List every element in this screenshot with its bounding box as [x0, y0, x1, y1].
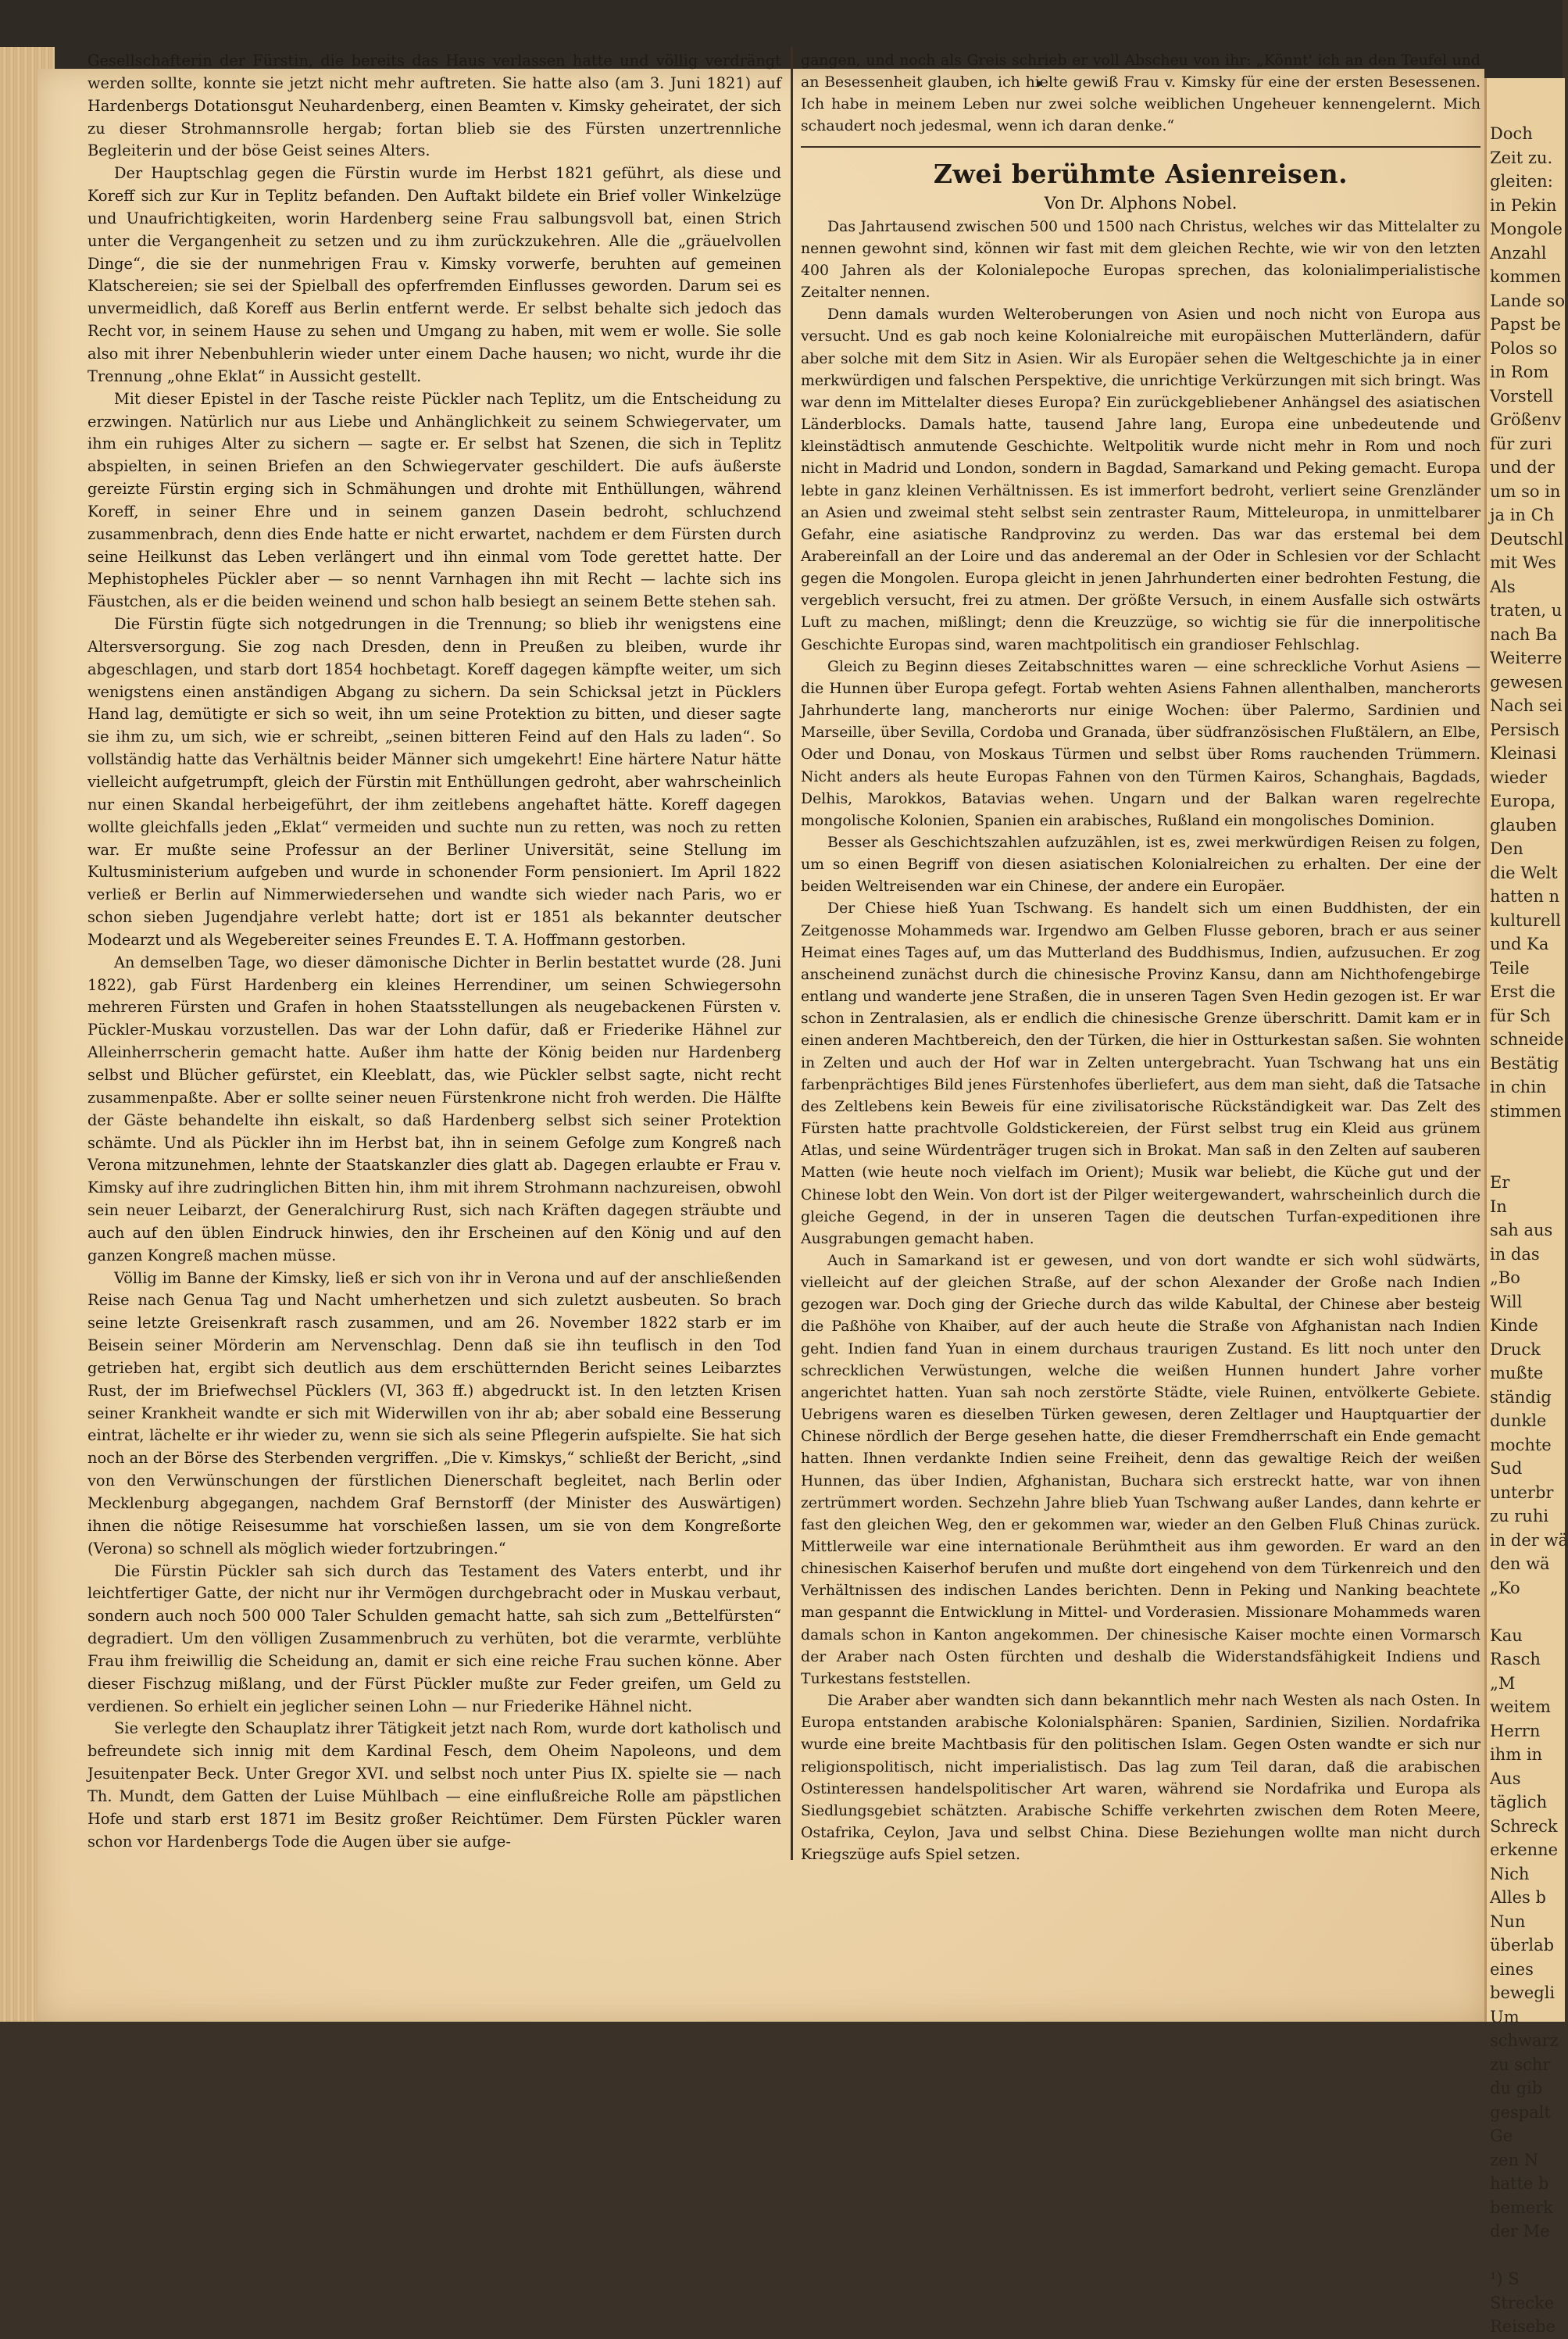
adjacent-page-line: Weiterre: [1490, 649, 1563, 667]
adjacent-page-line: bewegli: [1490, 1983, 1555, 2002]
adjacent-page-line: Lande so: [1490, 291, 1565, 310]
adjacent-page-line: Rasch: [1490, 1650, 1541, 1668]
adjacent-page-line: mit Wes: [1490, 553, 1556, 572]
adjacent-page-line: hatte b: [1490, 2174, 1549, 2193]
adjacent-page-line: in Pekin: [1490, 195, 1557, 215]
adjacent-page-line: in chin: [1490, 1078, 1547, 1096]
adjacent-page-line: die Welt: [1490, 863, 1558, 882]
adjacent-page-line: du gib: [1490, 2079, 1543, 2098]
adjacent-page-line: um so in: [1490, 481, 1561, 501]
adjacent-page-line: kulturell: [1490, 910, 1561, 930]
adjacent-page-line: glauben: [1490, 815, 1557, 835]
adjacent-page-line: der Me: [1490, 2222, 1550, 2241]
article-paragraph: Denn damals wurden Welteroberungen von Asien und noch nicht von Europa aus versucht. Und es gab noch keine Kolonialreiche mit europäischen Mutterländern, dafür aber solche mit dem Sitz in Asien. Wir als Europäer sehen die Weltgeschichte ja in einer merkwürdigen und falschen Perspektive, die unrichtige Verkürzungen mit sich bringt. Was war denn im Mittelalter dieses Europa? Ein zurückgebliebener Anhängsel des asiatischen Länderblocks. Damals hatte, tausend Jahre lang, Europa eine unbedeutende und kleinstädtisch anmutende Geschichte. Weltpolitik wurde nicht mehr in Rom und noch nicht in Madrid und London, sondern in Bagdad, Samarkand und Peking gemacht. Europa lebte in ganz kleinen Verhältnissen. Es ist immerfort bedroht, verliert seine Grenzländer an Asien und zweimal steht selbst sein zentraster Raum, Mitteleuropa, in unmittelbarer Gefahr, eine asiatische Randprovinz zu werden. Das war das erstemal bei dem Arabereinfall an der Loire und das anderemal an der Oder in Schlesien vor der Schlacht gegen die Mongolen. Europa gleicht in jenen Jahrhunderten einer bedrohten Festung, die vergeblich versucht, frei zu atmen. Der größte Versuch, in einem Ausfalle sich ostwärts Luft zu machen, mißlingt; denn die Kreuzzüge, so wichtig sie für die innerpolitische Geschichte Europas sind, waren machtpolitisch ein grandioser Fehlschlag.: [801, 306, 1480, 653]
adjacent-page-line: Nach sei: [1490, 696, 1563, 715]
adjacent-page-line: Polos so: [1490, 338, 1558, 358]
adjacent-page-line: „Bo: [1490, 1268, 1520, 1287]
adjacent-page-line: Als: [1490, 577, 1516, 596]
adjacent-page-line: überlab: [1490, 1936, 1555, 1955]
adjacent-page-line: Bestätig: [1490, 1053, 1559, 1073]
adjacent-page-line: Um: [1490, 2007, 1520, 2026]
article-paragraph: Auch in Samarkand ist er gewesen, und von dort wandte er sich wohl südwärts, vielleicht auf der gleichen Straße, auf der schon Alexander der Große nach Indien gezogen war. Doch ging der Grieche durch das wilde Kabultal, der Chinese aber besteig die Paßhöhe von Khaiber, auf der auch heute die Straße von Afghanistan nach Indien geht. Indien fand Yuan in einem durchaus traurigen Zustand. Es litt noch unter den schrecklichen Verwüstungen, welche die weißen Hunnen hundert Jahre vorher angerichtet hatten. Yuan sah noch zerstörte Städte, viele Ruinen, entvölkerte Gebiete. Uebrigens waren es dieselben Türken gewesen, deren Zeltlager und Hauptquartier der Chinese nördlich der Berge gesehen hatte, die dieser Fremdherrschaft ein Ende gemacht hatten. Ihnen verdankte Indien seine Freiheit, denn das gewaltige Reich der weißen Hunnen, das über Indien, Afghanistan, Buchara sich erstreckt hatte, war von ihnen zertrümmert worden. Sechzehn Jahre blieb Yuan Tschwang außer Landes, dann kehrte er fast den gleichen Weg, den er gekommen war, wieder an den Gelben Fluß Chinas zurück. Mittlerweile war eine internationale Berühmtheit aus ihm geworden. Er ward an den chinesischen Kaiserhof berufen und mußte dort eingehend von dem Türkenreich und den Verhältnissen des indischen Landes berichten. Denn in Peking und Nanking beachtete man gespannt die Entwicklung in Mittel- und Vorderasien. Missionare Mohammeds waren damals schon in Kanton angekommen. Der chinesische Kaiser mochte einen Vormarsch der Araber nach Osten fürchten und deshalb die Widerstandsfähigkeit Indiens und Turkestans feststellen.: [801, 1252, 1480, 1687]
adjacent-page-line: Anzahl: [1490, 243, 1547, 263]
adjacent-page-line: „Ko: [1490, 1578, 1520, 1597]
adjacent-page-line: Den: [1490, 839, 1523, 858]
adjacent-page-line: mußte: [1490, 1364, 1544, 1382]
adjacent-page-line: Er: [1490, 1173, 1510, 1192]
adjacent-page-line: ¹) S: [1490, 2269, 1520, 2288]
adjacent-page-line: Schreck: [1490, 1816, 1558, 1836]
article-separator: [801, 146, 1480, 148]
adjacent-page-line: und der: [1490, 458, 1555, 477]
adjacent-page-line: bemerk: [1490, 2198, 1553, 2217]
adjacent-page-line: Kau: [1490, 1625, 1523, 1645]
adjacent-page-line: Strecke: [1490, 2293, 1555, 2312]
adjacent-page-line: Größenv: [1490, 410, 1562, 429]
adjacent-page-line: ständig: [1490, 1387, 1552, 1407]
left-paragraph: Der Hauptschlag gegen die Fürstin wurde im Herbst 1821 geführt, als diese und Koreff sich zur Kur in Teplitz befanden. Den Auftakt bildete ein Brief voller Winkelzüge und Unaufrichtigkeiten, worin Hardenberg seine Frau salbungsvoll bat, einen Strich unter die Vergangenheit zu setzen und zu ihm zurückzukehren. Alle die „gräuelvollen Dinge“, die sie der nunmehrigen Frau v. Kimsky vorwerfe, beruhten auf gemeinen Klatschereien; sie sei der Spielball des opferfremden Einflusses geworden. Darum sei es unvermeidlich, daß Koreff aus Berlin entfernt werde. Er selbst behalte sich jedoch das Recht vor, in seinem Hause zu sehen und Umgang zu haben, mit wem er wolle. Sie solle also mit ihrer Nebenbuhlerin wieder unter einem Dache hausen; wo nicht, wurde ihr die Trennung „ohne Eklat“ in Aussicht gestellt.: [88, 164, 781, 385]
adjacent-page-line: erkenne: [1490, 1840, 1559, 1859]
left-paragraph: Die Fürstin Pückler sah sich durch das Testament des Vaters enterbt, und ihr leichtfertiger Gatte, der nicht nur ihr Vermögen durchgebracht oder in Muskau verbaut, sondern auch noch 500 000 Taler Schulden gemacht hatte, sah sich zum „Bettelfürsten“ degradiert. Um den völligen Zusammenbruch zu verhüten, bot die verarmte, verblühte Frau ihm freiwillig die Scheidung an, damit er sich eine reiche Frau suchen könne. Aber dieser Fischzug mißlang, und der Fürst Pückler mußte zur Feder greifen, um Geld zu verdienen. So erhielt ein jeglicher seinen Lohn — nur Friederike Hähnel nicht.: [88, 1561, 781, 1715]
article-title: Zwei berühmte Asienreisen.: [933, 158, 1348, 189]
adjacent-page-line: Will: [1490, 1292, 1523, 1311]
left-paragraph: Gesellschafterin der Fürstin, die bereits das Haus verlassen hatte und völlig verdrängt werden sollte, konnte sie jetzt nicht mehr auftreten. Sie hatte also (am 3. Juni 1821) auf Hardenbergs Dotationsgut Neuhardenberg, einen Beamten v. Kimsky geheiratet, der sich zu dieser Strohmannsrolle hergab; fortan blieb sie des Fürsten unzertrennliche Begleiterin und der böse Geist seines Alters.: [88, 52, 781, 160]
adjacent-page-line: Teile: [1490, 958, 1530, 978]
adjacent-page-line: Sud: [1490, 1459, 1523, 1478]
adjacent-page-line: für zuri: [1490, 434, 1552, 453]
adjacent-page-line: den wä: [1490, 1554, 1550, 1573]
left-paragraph: Mit dieser Epistel in der Tasche reiste Pückler nach Teplitz, um die Entscheidung zu erzwingen. Natürlich nur aus Liebe und Anhänglichkeit zu seinem Schwiegervater, um ihm ein ruhiges Alter zu sichern — sagte er. Er selbst hat Szenen, die sich in Teplitz abspielten, in seinen Briefen an den Schwiegervater geschildert. Die aufs äußerste gereizte Fürstin erging sich in Schmähungen und drohte mit Enthüllungen, während Koreff, in seiner Ehre und in seinem ganzen Dasein bedroht, schluchzend zusammenbrach, denn dies Ende hatte er nicht erwartet, nachdem er dem Fürsten durch seine Heilkunst das Leben verlängert und ihn einmal vom Tode gerettet hatte. Der Mephistopheles Pückler aber — so nennt Varnhagen ihn mit Recht — lachte sich ins Fäustchen, als er die beiden weinend und schon halb besiegt an seinem Bette stehen sah.: [88, 389, 781, 611]
adjacent-page-line: Erst die: [1490, 982, 1555, 1001]
adjacent-page-line: täglich: [1490, 1793, 1548, 1811]
article-byline: Von Dr. Alphons Nobel.: [1044, 193, 1238, 213]
adjacent-page-line: Nich: [1490, 1864, 1530, 1883]
adjacent-page-line: zu ruhi: [1490, 1507, 1549, 1525]
adjacent-page-line: Persisch: [1490, 720, 1560, 739]
adjacent-page-line: [1487, 1147, 1565, 1171]
adjacent-page-line: stimmen: [1490, 1101, 1562, 1121]
adjacent-page-line: gewesen: [1490, 672, 1563, 692]
adjacent-page-fragment: [1484, 78, 1568, 2336]
adjacent-page-line: Alles b: [1490, 1888, 1546, 1907]
continuation-paragraph: gangen, und noch als Greis schrieb er voll Abscheu von ihr: „Könnt' ich an den Teufel und an Besessenheit glauben, ich hielte gewiß Frau v. Kimsky für eine der ersten Besessenen. Ich habe in meinem Leben nur zwei solche weiblichen Ungeheuer kennengelernt. Mich schaudert noch jedesmal, wenn ich daran denke.“: [801, 52, 1480, 135]
adjacent-page-line: gleiten:: [1490, 172, 1553, 191]
adjacent-page-line: unterbr: [1490, 1482, 1554, 1502]
adjacent-page-line: Vorstell: [1490, 386, 1553, 406]
adjacent-page-line: ja in Ch: [1490, 506, 1555, 524]
left-paragraph: Die Fürstin fügte sich notgedrungen in die Trennung; so blieb ihr wenigstens eine Altersversorgung. Sie zog nach Dresden, denn in Preußen zu bleiben, wurde ihr abgeschlagen, und starb dort 1854 hochbetagt. Koreff dagegen kämpfte weiter, um sich wenigstens einen anständigen Abgang zu sichern. Da sein Schicksal jetzt in Pücklers Hand lag, demütigte er sich so weit, ihn um seine Protektion zu bitten, und dieser sagte sie ihm zu, um sich, wie er schreibt, „seinen bitteren Feind auf den Hals zu laden“. So vollständig hatte das Verhältnis beider Männer sich umgekehrt! Eine härtere Natur hätte vielleicht aufgetrumpft, gleich der Fürstin mit Enthüllungen gedroht, aber wahrscheinlich nur einen Skandal herbeigeführt, der ihm zeitlebens angehaftet hätte. Koreff dagegen wollte gleichfalls jeden „Eklat“ vermeiden und suchte nun zu retten, was noch zu retten war. Er mußte seine Professur an der Berliner Universität, seine Stellung im Kultusministerium aufgeben und wurde in schonender Form pensioniert. Im April 1822 verließ er Berlin auf Nimmerwiedersehen und wandte sich wieder nach Paris, wo er schon sieben Jugendjahre verlebt hatte; dort ist er 1851 als bekannter deutscher Modearzt und als Wegebereiter seines Freundes E. T. A. Hoffmann gestorben.: [88, 615, 781, 949]
adjacent-page-line: Papst be: [1490, 315, 1561, 334]
adjacent-page-line: Kleinasi: [1490, 744, 1557, 763]
article-paragraph: Besser als Geschichtszahlen aufzuzählen, ist es, zwei merkwürdigen Reisen zu folgen, um so einen Begriff von diesen asiatischen Kolonialreichen zu erhalten. Der eine der beiden Weltreisenden war ein Chinese, der andere ein Europäer.: [801, 835, 1480, 896]
adjacent-page-line: zu schr: [1490, 2055, 1551, 2074]
adjacent-page-line: Nun: [1490, 1912, 1526, 1931]
column-divider: [791, 47, 793, 1860]
adjacent-page-line: Aus: [1490, 1769, 1521, 1788]
adjacent-page-line: zen N: [1490, 2150, 1539, 2169]
adjacent-page-line: hatten n: [1490, 887, 1560, 906]
adjacent-page-line: traten, u: [1490, 601, 1563, 620]
adjacent-page-line: wieder: [1490, 767, 1548, 787]
adjacent-page-line: für Sch: [1490, 1006, 1551, 1025]
adjacent-page-line: nach Ba: [1490, 624, 1557, 644]
adjacent-page-line: in Rom: [1490, 363, 1549, 381]
adjacent-page-line: Kinde: [1490, 1316, 1538, 1335]
adjacent-page-line: schneide: [1490, 1030, 1564, 1049]
right-column: [801, 50, 1480, 1866]
adjacent-page-line: sah aus: [1490, 1221, 1553, 1239]
adjacent-page-line: in das: [1490, 1244, 1540, 1264]
adjacent-page-line: in der wä: [1490, 1530, 1568, 1550]
left-paragraph: An demselben Tage, wo dieser dämonische Dichter in Berlin bestattet wurde (28. Juni 1822), gab Fürst Hardenberg ein kleines Herrendiner, um seinen Schwiegersohn mehreren Fürsten und Grafen in hohen Staatsstellungen als neugebackenen Fürsten v. Pückler-Muskau vorzustellen. Das war der Lohn dafür, daß er Friederike Hähnel zur Alleinherrscherin gemacht hatte. Außer ihm hatte der König beiden nur Hardenberg selbst und Blücher gefürstet, ein Kleeblatt, das, wie Pückler selbst sagte, nicht recht zusammenpaßte. Aber er sollte seiner neuen Fürstenkrone nicht froh werden. Die Hälfte der Gäste behandelte ihn eiskalt, so daß Hardenberg selbst sich seiner Protektion schämte. Und als Pückler ihn im Herbst bat, ihn in seinem Gefolge zum Kongreß nach Verona mitzunehmen, lehnte der Staatskanzler dies glatt ab. Dagegen erlaubte er Frau v. Kimsky auf ihre zudringlichen Bitten hin, ihm mit ihrem Strohmann nachzureisen, obwohl sein neuer Leibarzt, der Generalchirurg Rust, sich nach Kräften dagegen sträubte und auch auf den üblen Eindruck hinwies, den ihr Erscheinen auf den König und auf den ganzen Kongreß machen müsse.: [88, 953, 781, 1264]
adjacent-page-line: Doch: [1490, 124, 1533, 143]
adjacent-page-line: [1487, 1600, 1565, 1624]
adjacent-page-line: kommen: [1490, 267, 1562, 286]
adjacent-page-line: mochte: [1490, 1435, 1552, 1454]
adjacent-page-line: Herrn: [1490, 1721, 1541, 1740]
left-paragraph: Völlig im Banne der Kimsky, ließ er sich von ihr in Verona und auf der anschließenden Reise nach Genua Tag und Nacht umherhetzen und sich zuletzt ausbeuten. So brach seine letzte Greisenkraft rasch zusammen, und am 26. November 1822 starb er im Beisein seiner Mörderin am Nervenschlag. Denn daß sie ihn teuflisch in den Tod getrieben hat, ergibt sich deutlich aus dem erschütternden Bericht seines Leibarztes Rust, der im Briefwechsel Pücklers (VI, 363 ff.) abgedruckt ist. In den letzten Krisen seiner Krankheit wandte er sich mit Widerwillen von ihr ab; aber sobald eine Besserung eintrat, lächelte er ihr wieder zu, wenn sie sich als seine Pflegerin aufspielte. Sie hat sich noch an der Börse des Sterbenden vergriffen. „Die v. Kimskys,“ schließt der Bericht, „sind von den Verwünschungen der fürstlichen Dienerschaft begleitet, nach Berlin oder Mecklenburg abgegangen, nachdem Graf Bernstorff (der Minister des Auswärtigen) ihnen die nötige Reisesumme hat vorschießen lassen, um sie von dem Kongreßorte (Verona) so schnell als möglich wieder fortzubringen.“: [88, 1268, 781, 1558]
adjacent-page-line: [1487, 2244, 1565, 2268]
adjacent-page-line: schwarz: [1490, 2031, 1559, 2050]
adjacent-page-line: ihm in: [1490, 1745, 1543, 1764]
article-paragraph: Gleich zu Beginn dieses Zeitabschnittes waren — eine schreckliche Vorhut Asiens — die Hunnen über Europa gefegt. Fortab wehten Asiens Fahnen allenthalben, mancherorts Jahrhunderte lang, mancherorts nur einige Wochen: über Palermo, Sardinien und Marseille, über Sevilla, Cordoba und Granada, über südfranzösischen Flußtälern, an Elbe, Oder und Donau, von Moskaus Türmen und selbst über Roms rauchenden Trümmern. Nicht anders als heute Europas Fahnen von den Türmen Kairos, Schanghais, Bagdads, Delhis, Marokkos, Batavias wehen. Ungarn und der Balkan waren regelrechte mongolische Kolonien, Spanien ein arabisches, Rußland ein mongolisches Dominion.: [801, 658, 1480, 829]
adjacent-page-line: dunkle: [1490, 1411, 1547, 1430]
adjacent-page-line: Reisebe: [1490, 2317, 1556, 2336]
adjacent-page-line: eines: [1490, 1959, 1534, 1979]
left-column: [88, 50, 781, 1854]
left-paragraph: Sie verlegte den Schauplatz ihrer Tätigkeit jetzt nach Rom, wurde dort katholisch und befreundete sich innig mit dem Kardinal Fesch, dem Oheim Napoleons, und dem Jesuitenpater Beck. Unter Gregor XVI. und selbst noch unter Pius IX. spielte sie — nach Th. Mundt, dem Gatten der Luise Mühlbach — eine einflußreiche Rolle am päpstlichen Hofe und starb erst 1871 im Besitz großer Reichtümer. Dem Fürsten Pückler waren schon vor Hardenbergs Tode die Augen über sie aufge-: [88, 1719, 781, 1851]
adjacent-page-line: Europa,: [1490, 792, 1556, 810]
adjacent-page-line: Ge: [1490, 2126, 1513, 2145]
adjacent-page-line: und Ka: [1490, 935, 1549, 953]
adjacent-page-line: Deutschl: [1490, 529, 1564, 549]
article-paragraph: Die Araber aber wandten sich dann bekanntlich mehr nach Westen als nach Osten. In Europa entstanden arabische Kolonialsphären: Spanien, Sardinien, Sizilien. Nordafrika wurde eine breite Machtbasis für den politischen Islam. Gegen Osten wandte er sich nur religionspolitisch, nicht imperialistisch. Das lag zum Teil daran, daß die arabischen Ostinteressen handelspolitischer Art waren, während sie Nordafrika und Europa als Siedlungsgebiet schätzten. Arabische Schiffe verkehrten zwischen dem Roten Meere, Ostafrika, Ceylon, Java und selbst China. Diese Beziehungen wollte man nicht durch Kriegszüge aufs Spiel setzen.: [801, 1693, 1480, 1864]
adjacent-page-line: Mongole: [1490, 220, 1563, 238]
adjacent-page-line: weitem: [1490, 1697, 1551, 1716]
adjacent-page-line: Zeit zu.: [1490, 148, 1553, 167]
article-paragraph: Der Chiese hieß Yuan Tschwang. Es handelt sich um einen Buddhisten, der ein Zeitgenosse Mohammeds war. Irgendwo am Gelben Flusse geboren, brach er aus seiner Heimat eines Tages auf, um das Mutterland des Buddhismus, Indien, aufzusuchen. Er zog anscheinend zunächst durch die chinesische Provinz Kansu, dann am Nichthofengebirge entlang und wanderte jene Straßen, die in unseren Tagen Sven Hedin gezogen ist. Er war schon in Zentralasien, als er endlich die chinesische Grenze überschritt. Damit kam er in einen anderen Machtbereich, den der Türken, die hier in Ostturkestan saßen. Sie wohnten in Zelten und auch der Hof war in Zelten untergebracht. Yuan Tschwang hat uns ein farbenprächtiges Bild jenes Fürstenhofes überliefert, aus dem man sieht, daß die Tatsache des Zeltlebens kein Beweis für eine zivilisatorische Rückständigkeit war. Das Zelt des Fürsten hatte prachtvolle Goldstickereien, der Fürst selbst trug ein Kleid aus grünem Atlas, und seine Würdenträger trugen sich in Brokat. Man saß in den Zelten auf sauberen Matten (wie heute noch vielfach im Orient); Musik war beliebt, die Küche gut und der Chinese lobt den Wein. Von dort ist der Pilger weitergewandert, wahrscheinlich durch die gleiche Gegend, in der in unseren Tagen die deutschen Turfan-expeditionen ihre Ausgrabungen gemacht haben.: [801, 900, 1480, 1247]
adjacent-page-line: In: [1490, 1196, 1507, 1216]
article-paragraph: Das Jahrtausend zwischen 500 und 1500 nach Christus, welches wir das Mittelalter zu nennen gewohnt sind, können wir fast mit dem gleichen Rechte, wie wir von den letzten 400 Jahren als der Kolonialepoche Europas sprechen, das kolonialimperialistische Zeitalter nennen.: [801, 218, 1480, 302]
adjacent-page-line: gespalt: [1490, 2102, 1551, 2122]
adjacent-page-line: Druck: [1490, 1339, 1541, 1359]
adjacent-page-line: „M: [1490, 1673, 1516, 1693]
adjacent-page-line: [1487, 1123, 1565, 1147]
